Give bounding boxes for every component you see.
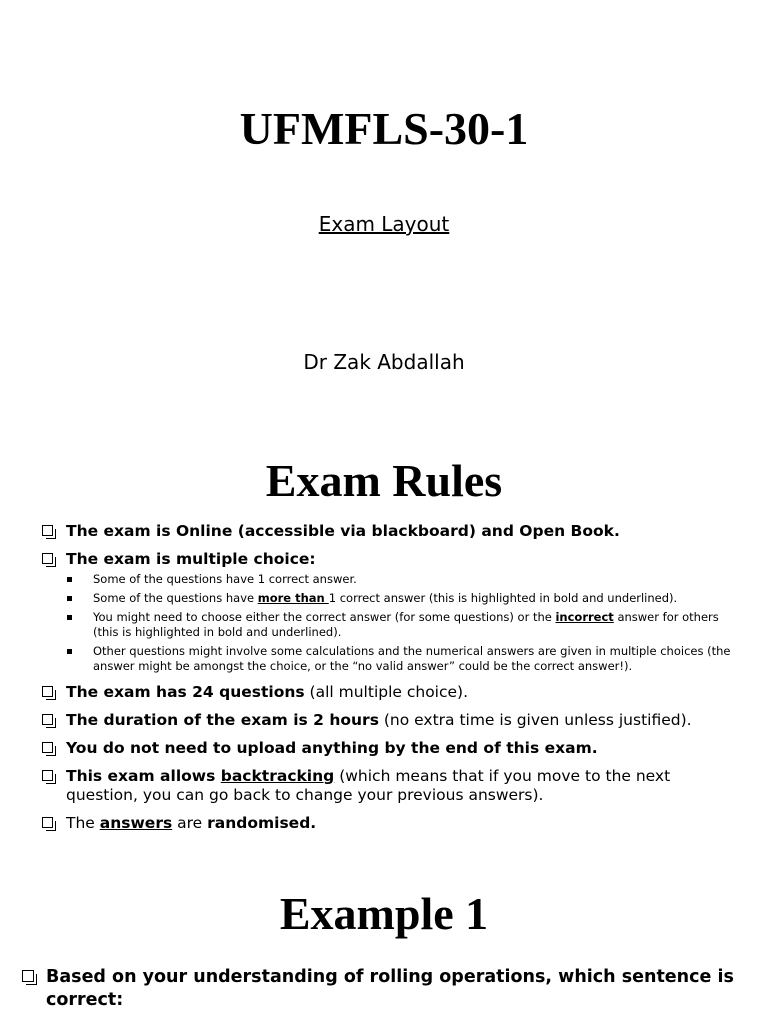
sub-rule-item [66,572,740,587]
document-subtitle: Exam Layout [318,212,450,236]
square-bullet-icon [67,596,72,601]
rule-text: The duration of the exam is 2 hours [66,711,379,729]
author-name: Dr Zak Abdallah [303,350,465,374]
sub-rule-text: Some of the questions have [93,591,258,605]
emphasis-text: incorrect [555,610,614,624]
rules-list [40,522,740,842]
sub-rule-item [66,610,740,640]
emphasis-text: backtracking [220,767,335,785]
checkbox-bullet-icon [42,686,53,697]
sub-rule-text: answer for others (this is highlighted in bold and underlined). [93,610,719,639]
sub-rule-text: 1 correct answer (this is highlighted in bold and underlined). [328,591,678,605]
rule-text: The exam has 24 questions [66,683,305,701]
rules-heading: Exam Rules [265,455,503,506]
rule-item [40,550,740,674]
rule-text: (no extra time is given unless justified). [378,711,692,729]
rule-text: The [66,814,100,832]
square-bullet-icon [67,649,72,654]
rule-text: (which means that if you move to the next question, you can go back to change your previous answers). [66,767,671,804]
rule-text: randomised. [207,814,317,832]
rule-item [40,767,740,805]
rule-text: This exam allows [66,767,221,785]
emphasis-text: more than [257,591,329,605]
rule-text: The exam is multiple choice: [66,550,316,568]
emphasis-text: answers [99,814,173,832]
rule-text: The exam is Online (accessible via blackboard) and Open Book. [66,522,620,540]
checkbox-bullet-icon [42,742,53,753]
checkbox-bullet-icon [42,553,53,564]
rule-item [40,522,740,541]
checkbox-bullet-icon [42,770,53,781]
rule-text: are [172,814,208,832]
document-title: UFMFLS-30-1 [239,103,529,154]
rule-text: You do not need to upload anything by the end of this exam. [66,739,598,757]
checkbox-bullet-icon [42,714,53,725]
checkbox-bullet-icon [42,817,53,828]
sub-rule-item [66,644,740,674]
example-question [20,966,766,1012]
rule-item [40,814,740,833]
sub-rule-item [66,591,740,606]
square-bullet-icon [67,577,72,582]
example-question-text: Based on your understanding of rolling operations, which sentence is correct: [46,967,734,1010]
example-heading: Example 1 [279,888,489,939]
rule-item [40,683,740,702]
sub-rule-text: Some of the questions have 1 correct answer. [93,572,357,586]
checkbox-bullet-icon [42,525,53,536]
checkbox-bullet-icon [22,970,34,982]
square-bullet-icon [67,615,72,620]
sub-rules-list [66,572,740,674]
sub-rule-text: You might need to choose either the correct answer (for some questions) or the [93,610,556,624]
sub-rule-text: Other questions might involve some calculations and the numerical answers are given in multiple choices (the answer might be amongst the choice, or the “no valid answer” could be the correct answer!). [93,644,731,673]
rule-text: (all multiple choice). [304,683,469,701]
rule-item [40,739,740,758]
rule-item [40,711,740,730]
